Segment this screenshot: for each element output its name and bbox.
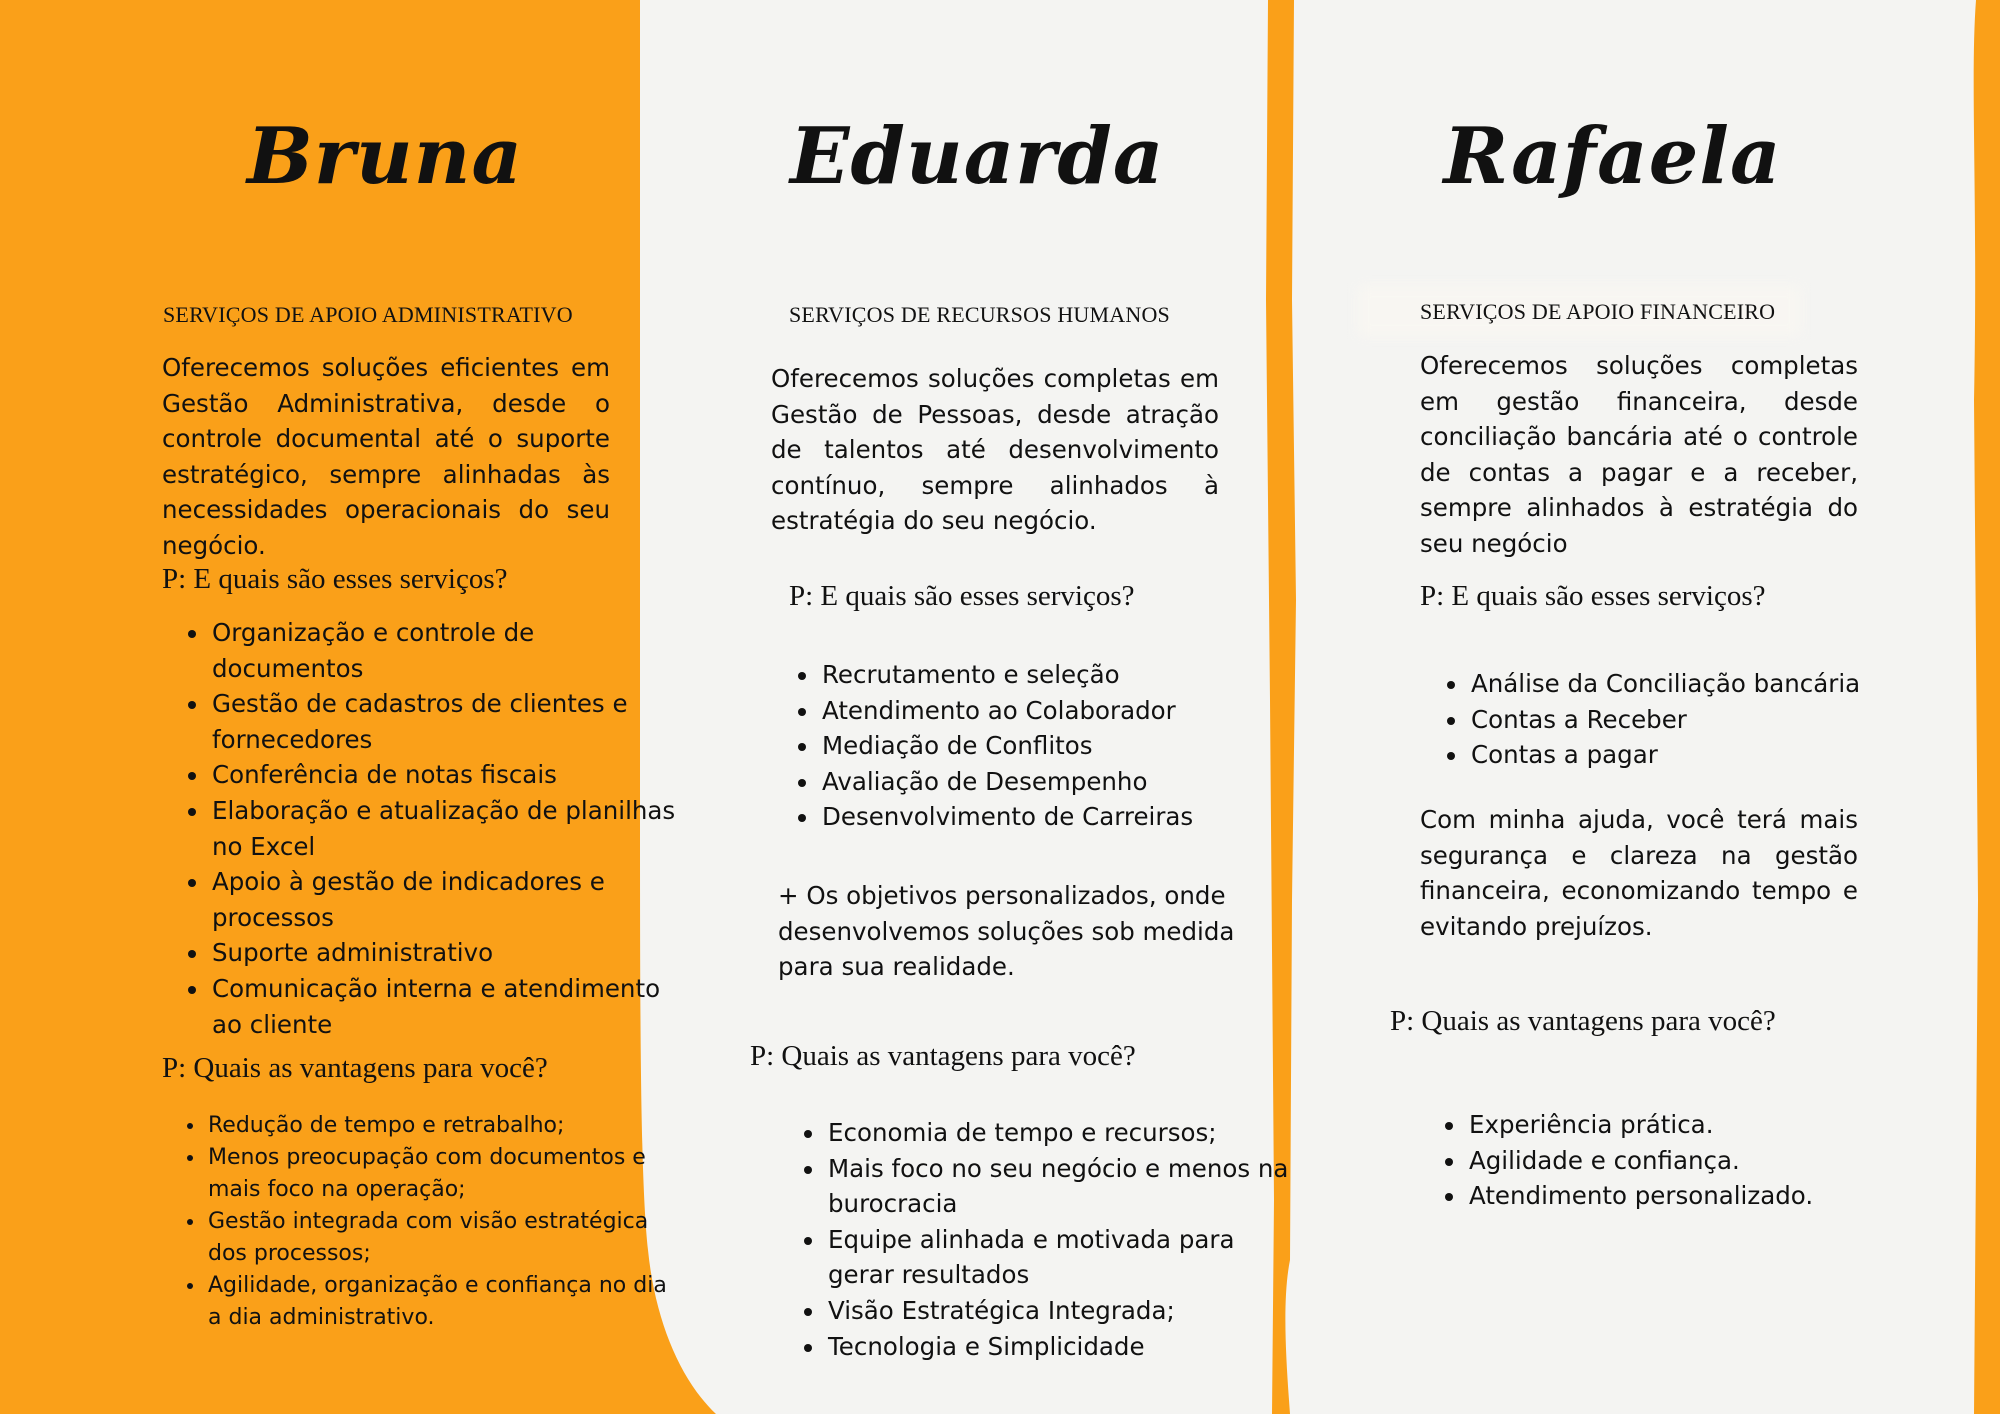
list-item: • Atendimento ao Colaborador	[820, 693, 1290, 729]
services-list	[1421, 666, 1959, 773]
advantages-list	[162, 1110, 682, 1334]
service-title: SERVIÇOS DE APOIO FINANCEIRO	[1420, 299, 1776, 324]
advantages-question: P: Quais as vantagens para você?	[1390, 1005, 1776, 1037]
list-item: • Desenvolvimento de Carreiras	[820, 799, 1290, 835]
advantages-list	[1419, 1107, 1937, 1214]
list-item: • Apoio à gestão de indicadores e processos	[210, 864, 680, 935]
list-item: • Equipe alinhada e motivada para gerar resultados	[826, 1222, 1296, 1293]
list-item: • Comunicação interna e atendimento ao cliente	[210, 971, 680, 1042]
advantages-question: P: Quais as vantagens para você?	[750, 1040, 1136, 1072]
advantages-list	[778, 1115, 1296, 1364]
list-item: • Mediação de Conflitos	[820, 728, 1290, 764]
list-item: • Contas a pagar	[1469, 737, 1959, 773]
list-item: • Agilidade e confiança.	[1467, 1143, 1937, 1179]
list-item: • Economia de tempo e recursos;	[826, 1115, 1296, 1151]
list-item: • Redução de tempo e retrabalho;	[206, 1110, 682, 1142]
service-title: SERVIÇOS DE APOIO ADMINISTRATIVO	[163, 302, 573, 327]
list-item: • Avaliação de Desempenho	[820, 764, 1290, 800]
list-item: • Menos preocupação com documentos e mais foco na operação;	[206, 1142, 682, 1206]
person-name: Bruna	[247, 111, 523, 202]
list-item: • Suporte administrativo	[210, 935, 680, 971]
list-item: • Elaboração e atualização de planilhas no Excel	[210, 793, 680, 864]
list-item: • Mais foco no seu negócio e menos na burocracia	[826, 1151, 1296, 1222]
person-name: Rafaela	[1443, 111, 1782, 202]
services-list	[162, 615, 680, 1042]
list-item: • Organização e controle de documentos	[210, 615, 680, 686]
services-question: P: E quais são esses serviços?	[162, 563, 508, 595]
extra-note: + Os objetivos personalizados, onde desenvolvemos soluções sob medida para sua realidade.	[778, 881, 1235, 982]
list-item: • Gestão de cadastros de clientes e fornecedores	[210, 686, 680, 757]
list-item: • Visão Estratégica Integrada;	[826, 1293, 1296, 1329]
service-title: SERVIÇOS DE RECURSOS HUMANOS	[789, 302, 1170, 327]
list-item: • Tecnologia e Simplicidade	[826, 1329, 1296, 1365]
services-question: P: E quais são esses serviços?	[789, 580, 1135, 612]
list-item: • Experiência prática.	[1467, 1107, 1937, 1143]
list-item: • Recrutamento e seleção	[820, 657, 1290, 693]
service-description: Oferecemos soluções completas em Gestão de Pessoas, desde atração de talentos até desenvolvimento contínuo, sempre alinhados à estratégia do seu negócio.	[771, 364, 1219, 536]
list-item: • Agilidade, organização e confiança no dia a dia administrativo.	[206, 1270, 682, 1334]
services-question: P: E quais são esses serviços?	[1420, 580, 1766, 612]
list-item: • Atendimento personalizado.	[1467, 1178, 1937, 1214]
closing-note: Com minha ajuda, você terá mais segurança e clareza na gestão financeira, economizando tempo e evitando prejuízos.	[1420, 805, 1858, 941]
list-item: • Contas a Receber	[1469, 702, 1959, 738]
services-list	[772, 657, 1290, 835]
service-description: Oferecemos soluções completas em gestão financeira, desde conciliação bancária até o controle de contas a pagar e a receber, sempre alinhados à estratégia do seu negócio	[1420, 351, 1858, 558]
advantages-question: P: Quais as vantagens para você?	[162, 1052, 548, 1084]
service-description: Oferecemos soluções eficientes em Gestão Administrativa, desde o controle documental até o suporte estratégico, sempre alinhadas às necessidades operacionais do seu negócio.	[162, 353, 610, 560]
list-item: • Conferência de notas fiscais	[210, 757, 680, 793]
list-item: • Gestão integrada com visão estratégica dos processos;	[206, 1206, 682, 1270]
list-item: • Análise da Conciliação bancária	[1469, 666, 1959, 702]
person-name: Eduarda	[790, 111, 1165, 202]
